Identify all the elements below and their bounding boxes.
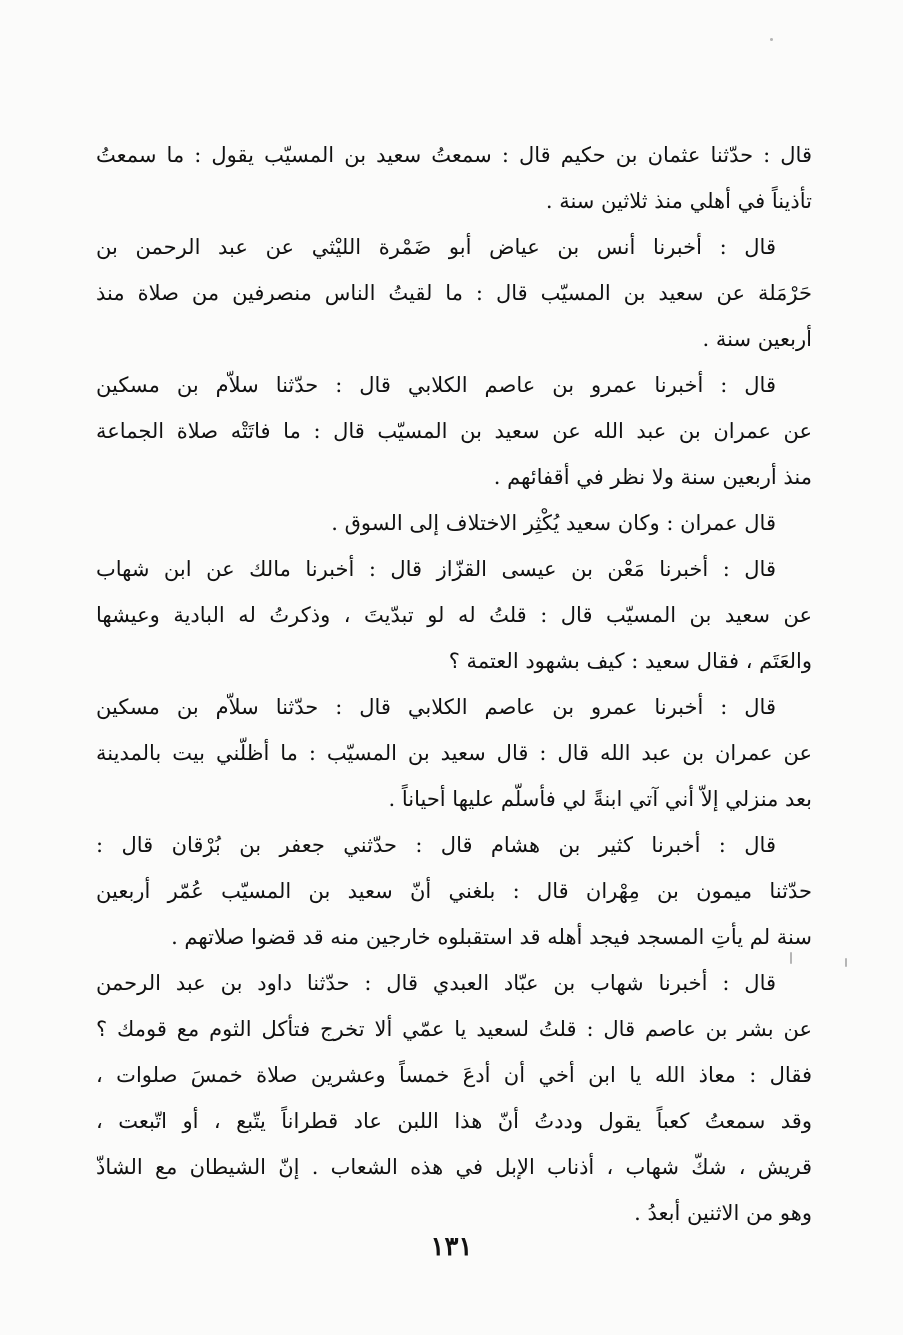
text-line: منذ أربعين سنة ولا نظر في أقفائهم . — [493, 465, 812, 489]
paper-speck — [845, 958, 847, 967]
text-line: فقال : معاذ الله يا ابن أخي أن أدعَ خمساً وعشرين صلاة خمسَ صلوات ، — [96, 1063, 812, 1087]
text-line: عن عمران بن عبد الله قال : قال سعيد بن المسيّب : ما أظلّني بيت بالمدينة — [96, 741, 812, 765]
text-line: قال عمران : وكان سعيد يُكْثِر الاختلاف إلى السوق . — [331, 511, 776, 535]
text-line: قال : أخبرنا أنس بن عياض أبو ضَمْرة الليْثي عن عبد الرحمن بن — [96, 235, 776, 259]
text-line: تأذيناً في أهلي منذ ثلاثين سنة . — [545, 189, 812, 213]
text-line: قال : أخبرنا كثير بن هشام قال : حدّثني جعفر بن بُرْقان قال : — [96, 833, 776, 857]
text-line: قال : أخبرنا شهاب بن عبّاد العبدي قال : حدّثنا داود بن عبد الرحمن — [96, 971, 776, 995]
text-line: عن بشر بن عاصم قال : قلتُ لسعيد يا عمّي ألا تخرج فتأكل الثوم مع قومك ؟ — [96, 1017, 812, 1041]
text-line: حدّثنا ميمون بن مِهْران قال : بلغني أنّ سعيد بن المسيّب عُمّر أربعين — [96, 879, 812, 903]
text-line: والعَتَم ، فقال سعيد : كيف بشهود العتمة ؟ — [448, 649, 812, 673]
text-line: وقد سمعتُ كعباً يقول وددتُ أنّ هذا اللبن عاد قطراناً يتّبع ، أو اتّبعت ، — [96, 1109, 812, 1133]
text-line: قريش ، شكّ شهاب ، أذناب الإبل في هذه الشعاب . إنّ الشيطان مع الشاذّ — [96, 1155, 812, 1179]
body-text — [96, 132, 812, 1236]
text-line: سنة لم يأتِ المسجد فيجد أهله قد استقبلوه خارجين منه قد قضوا صلاتهم . — [171, 925, 812, 949]
text-line: عن سعيد بن المسيّب قال : قلتُ له لو تبدّيتَ ، وذكرتُ له البادية وعيشها — [96, 603, 812, 627]
paper-speck — [770, 38, 773, 41]
text-line: بعد منزلي إلاّ أني آتي ابنةً لي فأسلّم عليها أحياناً . — [388, 787, 812, 811]
text-line: قال : أخبرنا مَعْن بن عيسى القزّاز قال : أخبرنا مالك عن ابن شهاب — [96, 557, 776, 581]
text-line: عن عمران بن عبد الله عن سعيد بن المسيّب قال : ما فاتَتْه صلاة الجماعة — [96, 419, 812, 443]
text-line: وهو من الاثنين أبعدُ . — [634, 1201, 812, 1225]
text-line: قال : حدّثنا عثمان بن حكيم قال : سمعتُ سعيد بن المسيّب يقول : ما سمعتُ — [96, 143, 812, 167]
text-line: أربعين سنة . — [702, 327, 812, 351]
text-line: حَرْمَلة عن سعيد بن المسيّب قال : ما لقيتُ الناس منصرفين من صلاة منذ — [96, 281, 812, 305]
text-line: قال : أخبرنا عمرو بن عاصم الكلابي قال : حدّثنا سلاّم بن مسكين — [96, 695, 776, 719]
page-number: ١٣١ — [430, 1232, 473, 1262]
text-line: قال : أخبرنا عمرو بن عاصم الكلابي قال : حدّثنا سلاّم بن مسكين — [96, 373, 776, 397]
